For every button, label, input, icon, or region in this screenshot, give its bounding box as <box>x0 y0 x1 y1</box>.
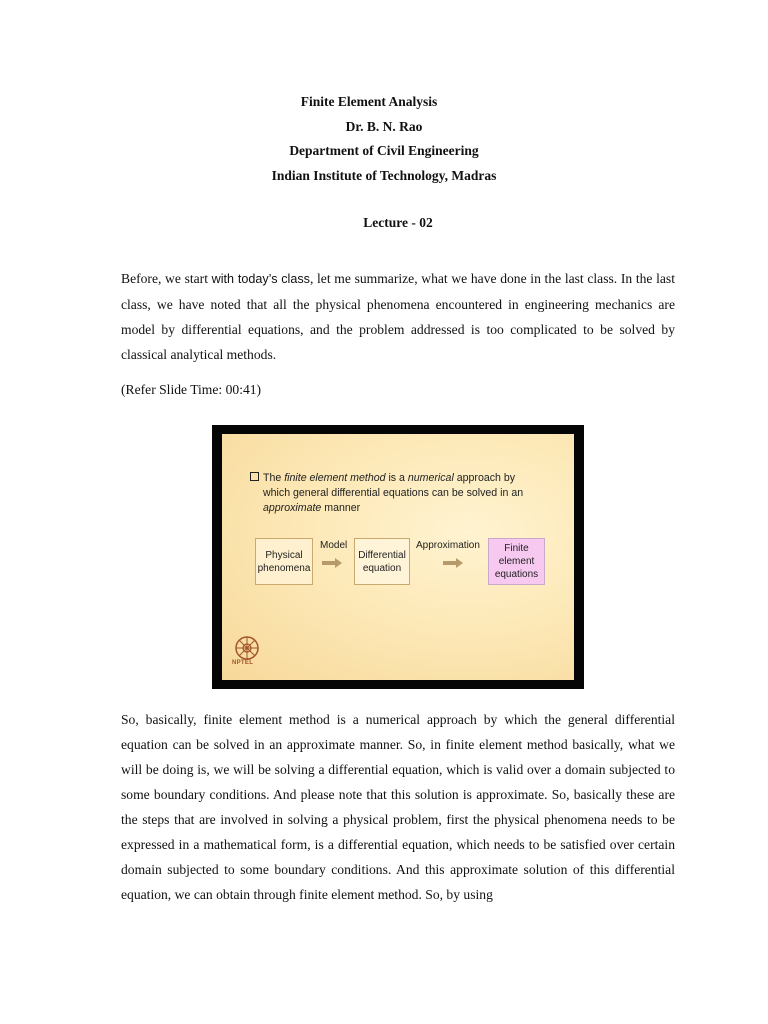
institute-name: Indian Institute of Technology, Madras <box>271 167 497 183</box>
bullet-text: manner <box>321 502 361 514</box>
slide-content <box>222 434 574 680</box>
box-label: Physical phenomena <box>257 549 311 574</box>
department-name: Department of Civil Engineering <box>289 143 479 158</box>
logo-label: NPTEL <box>232 660 254 666</box>
intro-text-sans: with today’s class <box>211 272 310 286</box>
bullet-italic-text: numerical <box>407 472 454 484</box>
slide-bullet <box>250 471 560 516</box>
bullet-line-2: which general differential equations can be solved in an <box>263 487 524 499</box>
intro-paragraph <box>121 266 675 367</box>
checkbox-bullet-icon <box>250 472 259 481</box>
intro-text-start: Before, we start <box>121 271 212 286</box>
bullet-line-1 <box>250 471 560 486</box>
right-arrow-icon <box>443 558 463 568</box>
model-label: Model <box>320 540 348 551</box>
bullet-line-3 <box>250 501 560 516</box>
finite-element-equations-box <box>488 538 545 585</box>
bullet-text: is a <box>385 472 408 484</box>
instructor-name: Dr. B. N. Rao <box>345 118 423 134</box>
course-title: Finite Element Analysis <box>300 94 438 109</box>
bullet-text: The <box>263 472 285 484</box>
physical-phenomena-box <box>255 538 313 585</box>
box-label: Finite element equations <box>494 543 539 580</box>
lecture-number: Lecture - 02 <box>363 215 433 230</box>
body-paragraph: So, basically, finite element method is a numerical approach by which the general differential equation can be solved in an approximate manner. So, in finite element method basically, what we will be doing is, we will be solving a differential equation, which is valid over a domain subjected to some boundary conditions. And please note that this solution is approximate. So, basically these are the steps that are involved in solving a physical problem, first the physical phenomena needs to be expressed in a mathematical form, is a differential equation, which needs to be satisfied over certain domain subjected to some boundary conditions. And this approximate solution of this differential equation, we can obtain through finite element method. So, by using <box>121 712 675 902</box>
differential-equation-box <box>354 538 410 585</box>
bullet-italic-text: approximate <box>263 502 322 514</box>
slide-image <box>212 425 584 689</box>
box-label: Differential equation <box>358 549 406 574</box>
title-block <box>0 90 768 188</box>
refer-slide-time: (Refer Slide Time: 00:41) <box>121 382 262 397</box>
bullet-italic-text: finite element method <box>284 472 386 484</box>
right-arrow-icon <box>322 558 342 568</box>
approximation-label: Approximation <box>416 540 480 551</box>
intro-text-end: , let me summarize, what we have done in the last class. In the last class, we have noted that all the physical phenomena encountered in engineering mechanics are model by differential equations, and the problem addressed is too complicated to be solved by classical analytical methods. <box>121 271 676 362</box>
bullet-text: approach by <box>453 472 516 484</box>
